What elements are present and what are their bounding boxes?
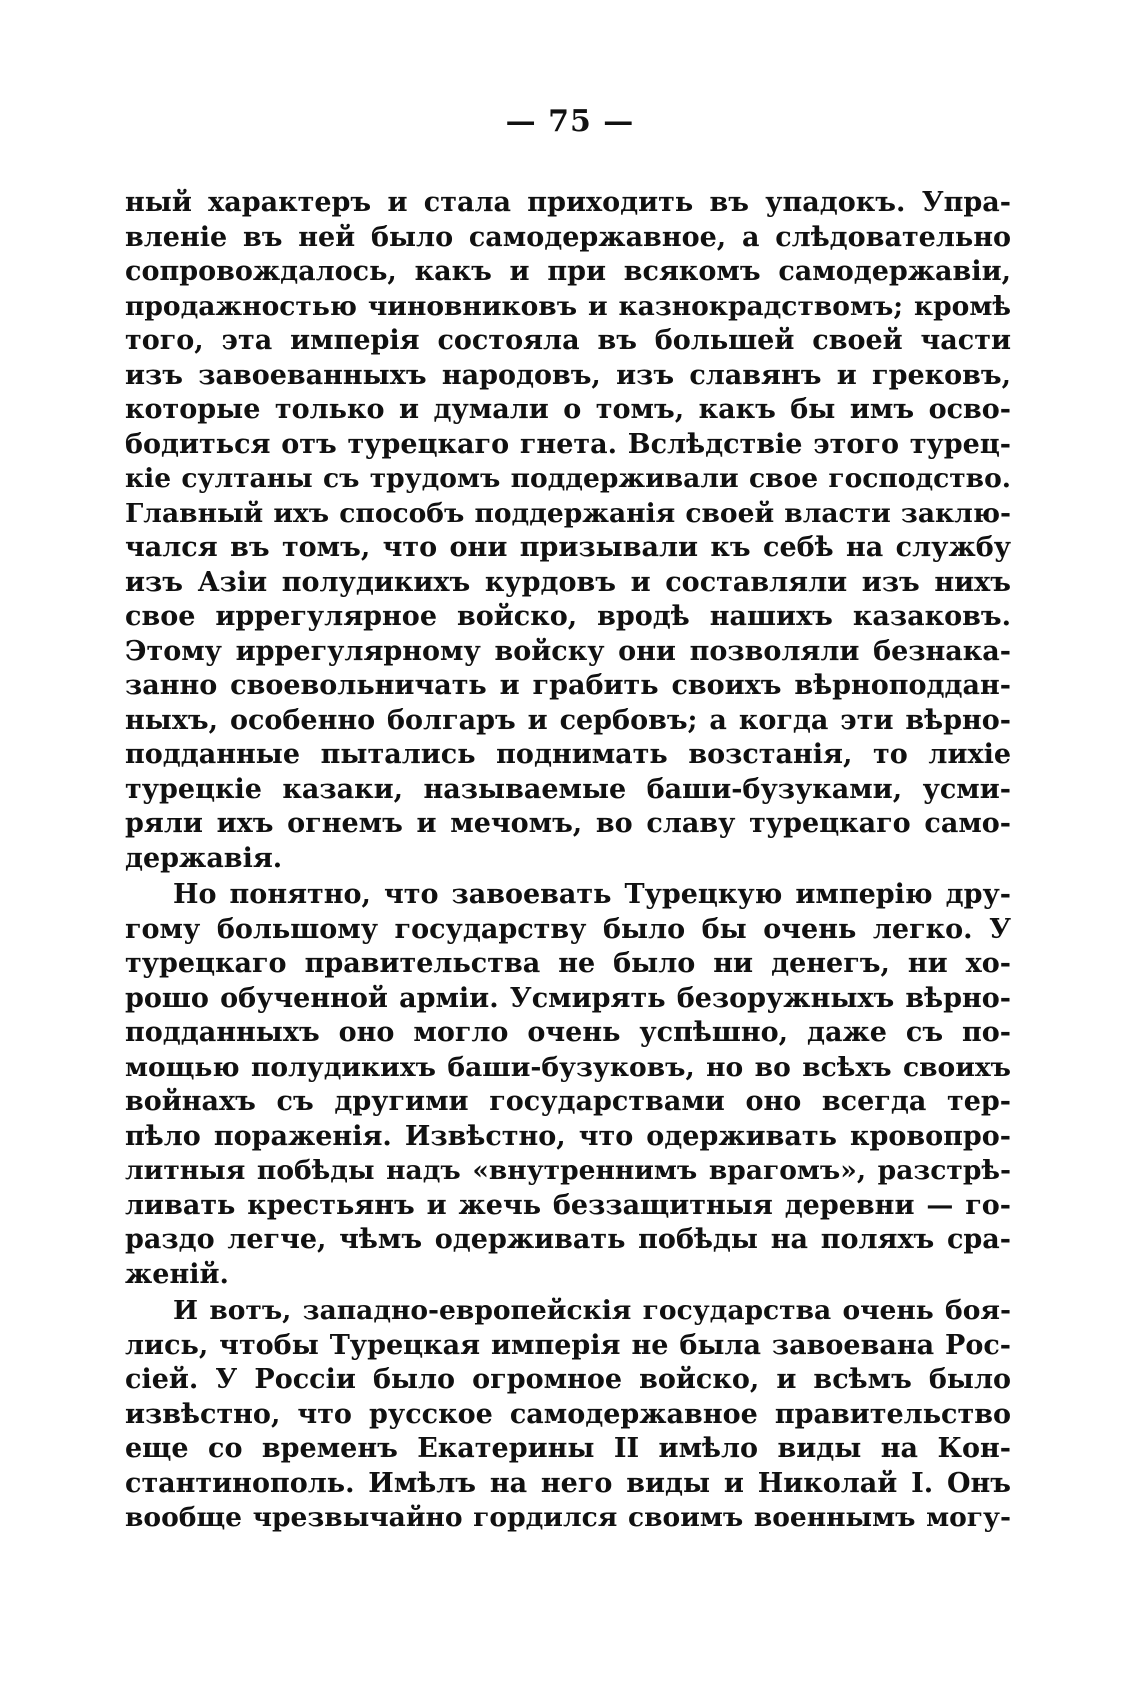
- text-line: сопровождалось, какъ и при всякомъ самодержавіи,: [125, 256, 1011, 287]
- page-number: — 75 —: [505, 104, 635, 139]
- text-line: подданные пытались поднимать возстанія, то лихіе: [125, 739, 1011, 770]
- text-line: занно своевольничать и грабить своихъ вѣрноподдан-: [125, 670, 1011, 701]
- text-line: литныя побѣды надъ «внутреннимъ врагомъ», разстрѣ-: [125, 1155, 1011, 1186]
- text-line: продажностью чиновниковъ и казнокрадствомъ; кромѣ: [125, 290, 1011, 322]
- text-line: раздо легче, чѣмъ одерживать побѣды на поляхъ сра-: [125, 1224, 1011, 1255]
- text-line: чался въ томъ, что они призывали къ себѣ на службу: [125, 532, 1011, 563]
- text-line: вообще чрезвычайно гордился своимъ военнымъ могу-: [125, 1502, 1011, 1533]
- text-line: Этому иррегулярному войску они позволяли безнака-: [125, 635, 1011, 667]
- text-line: бодиться отъ турецкаго гнета. Вслѣдствіе этого турец-: [125, 428, 1011, 460]
- text-line: пѣло пораженія. Извѣстно, что одерживать кровопро-: [125, 1120, 1011, 1152]
- text-line: сіей. У Россіи было огромное войско, и всѣмъ было: [125, 1364, 1011, 1395]
- paragraph-1: [125, 186, 1011, 876]
- text-line: еще со временъ Екатерины II имѣло виды на Кон-: [125, 1433, 1011, 1464]
- text-line: ныхъ, особенно болгаръ и сербовъ; а когда эти вѣрно-: [125, 704, 1011, 736]
- text-line: И вотъ, западно-европейскія государства очень боя-: [173, 1295, 1011, 1326]
- text-line: турецкаго правительства не было ни денегъ, ни хо-: [125, 948, 1011, 979]
- text-line: турецкіе казаки, называемые баши-бузуками, усми-: [125, 773, 1011, 805]
- text-line: подданныхъ оно могло очень успѣшно, даже съ по-: [125, 1017, 1011, 1048]
- paragraph-2: [125, 878, 1011, 1292]
- body-text: [125, 186, 1011, 1536]
- text-line: Но понятно, что завоевать Турецкую имперію дру-: [173, 879, 1011, 910]
- text-line: Главный ихъ способъ поддержанія своей власти заклю-: [125, 497, 1011, 529]
- text-line: извѣстно, что русское самодержавное правительство: [125, 1398, 1011, 1430]
- text-line: изъ завоеванныхъ народовъ, изъ славянъ и грековъ,: [125, 359, 1011, 391]
- text-line: державія.: [125, 842, 283, 874]
- text-line: рошо обученной арміи. Усмирять безоружныхъ вѣрно-: [125, 982, 1011, 1014]
- paragraph-3: [125, 1294, 1011, 1536]
- text-line: женій.: [125, 1258, 229, 1290]
- text-line: кіе султаны съ трудомъ поддерживали свое господство.: [125, 463, 1011, 494]
- text-line: стантинополь. Имѣлъ на него виды и Николай I. Онъ: [125, 1467, 1011, 1499]
- text-line: вленіе въ ней было самодержавное, а слѣдовательно: [125, 221, 1011, 253]
- text-line: ный характеръ и стала приходить въ упадокъ. Упра-: [125, 187, 1011, 218]
- text-line: лись, чтобы Турецкая имперія не была завоевана Рос-: [125, 1329, 1011, 1361]
- text-line: ряли ихъ огнемъ и мечомъ, во славу турецкаго само-: [125, 808, 1011, 839]
- text-line: ливать крестьянъ и жечь беззащитныя деревни — го-: [125, 1189, 1011, 1221]
- text-line: войнахъ съ другими государствами оно всегда тер-: [125, 1086, 1011, 1117]
- text-line: которые только и думали о томъ, какъ бы имъ осво-: [125, 394, 1011, 425]
- text-line: гому большому государству было бы очень легко. У: [125, 913, 1011, 945]
- text-line: того, эта имперія состояла въ большей своей части: [125, 325, 1011, 356]
- text-line: свое иррегулярное войско, вродѣ нашихъ казаковъ.: [125, 601, 1011, 632]
- text-line: изъ Азіи полудикихъ курдовъ и составляли изъ нихъ: [125, 566, 1011, 598]
- text-line: мощью полудикихъ баши-бузуковъ, но во всѣхъ своихъ: [125, 1051, 1011, 1083]
